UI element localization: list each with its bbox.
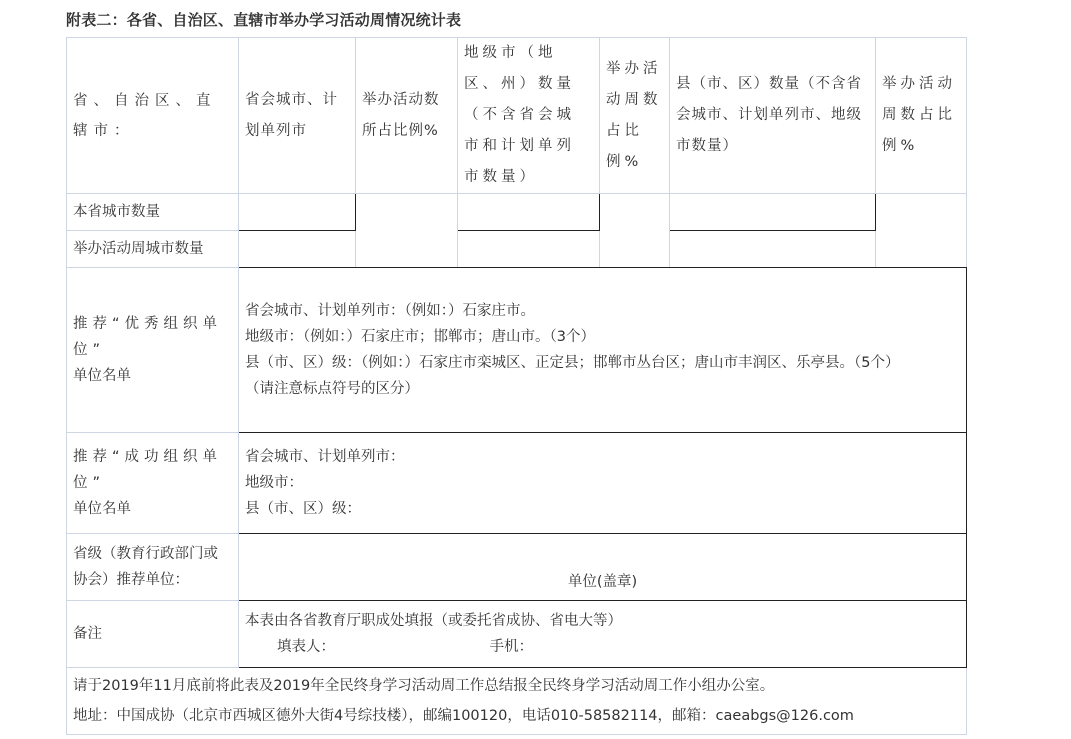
filler-label: 填表人：	[277, 639, 335, 655]
remarks-content[interactable]: 本表由各省教育厅职成处填报（或委托省成协、省电大等） 填表人： 手机：	[239, 601, 967, 668]
provincial-recommend-row	[67, 534, 967, 601]
header-province: 省、自治区、直辖市：	[67, 38, 239, 194]
excellent-unit-label: 推荐“优秀组织单位” 单位名单	[67, 268, 239, 433]
page-title: 附表二：各省、自治区、直辖市举办学习活动周情况统计表	[66, 11, 462, 29]
remarks-row	[67, 601, 967, 668]
statistics-table	[66, 37, 967, 735]
city-count-prefecture-cell[interactable]	[458, 194, 600, 231]
event-count-capital-cell[interactable]	[239, 231, 356, 268]
excellent-unit-content[interactable]: 省会城市、计划单列市：（例如：）石家庄市。 地级市：（例如：）石家庄市；邯郸市；唐山市。（3个） 县（市、区）级：（例如：）石家庄市栾城区、正定县；邯郸市丛台区；唐山市丰润区、乐亭县。（5个） （请注意标点符号的区分）	[239, 268, 967, 433]
event-city-count-row	[67, 231, 967, 268]
remarks-label: 备注	[67, 601, 239, 668]
success-unit-row	[67, 433, 967, 534]
city-count-county-cell[interactable]	[670, 194, 876, 231]
header-county: 县（市、区）数量（不含省会城市、计划单列市、地级市数量）	[670, 38, 876, 194]
header-county-ratio: 举办活动周数占比例%	[876, 38, 967, 194]
excellent-unit-row	[67, 268, 967, 433]
header-row	[67, 38, 967, 194]
phone-label: 手机：	[489, 639, 534, 655]
city-count-label: 本省城市数量	[67, 194, 239, 231]
footer-row	[67, 668, 967, 735]
footer-note: 请于2019年11月底前将此表及2019年全民终身学习活动周工作总结报全民终身学习活动周工作小组办公室。 地址：中国成协（北京市西城区德外大街4号综技楼），邮编100120，电话010-58582114，邮箱：caeabgs@126.com	[67, 668, 967, 735]
header-capital-cities: 省会城市、计划单列市	[239, 38, 356, 194]
capital-ratio-cell[interactable]	[356, 194, 458, 268]
success-unit-label: 推荐“成功组织单位” 单位名单	[67, 433, 239, 534]
prefecture-ratio-cell[interactable]	[600, 194, 670, 268]
event-city-count-label: 举办活动周城市数量	[67, 231, 239, 268]
header-capital-ratio: 举办活动数所占比例%	[356, 38, 458, 194]
city-count-capital-cell[interactable]	[239, 194, 356, 231]
county-ratio-cell[interactable]	[876, 194, 967, 268]
header-prefecture-ratio: 举办活动周数占比例%	[600, 38, 670, 194]
event-count-prefecture-cell[interactable]	[458, 231, 600, 268]
city-count-row	[67, 194, 967, 231]
provincial-seal-cell[interactable]: 单位(盖章)	[239, 534, 967, 601]
event-count-county-cell[interactable]	[670, 231, 876, 268]
provincial-recommend-label: 省级（教育行政部门或协会）推荐单位：	[67, 534, 239, 601]
success-unit-content[interactable]: 省会城市、计划单列市： 地级市： 县（市、区）级：	[239, 433, 967, 534]
header-prefecture: 地级市（地区、州）数量（不含省会城市和计划单列市数量）	[458, 38, 600, 194]
